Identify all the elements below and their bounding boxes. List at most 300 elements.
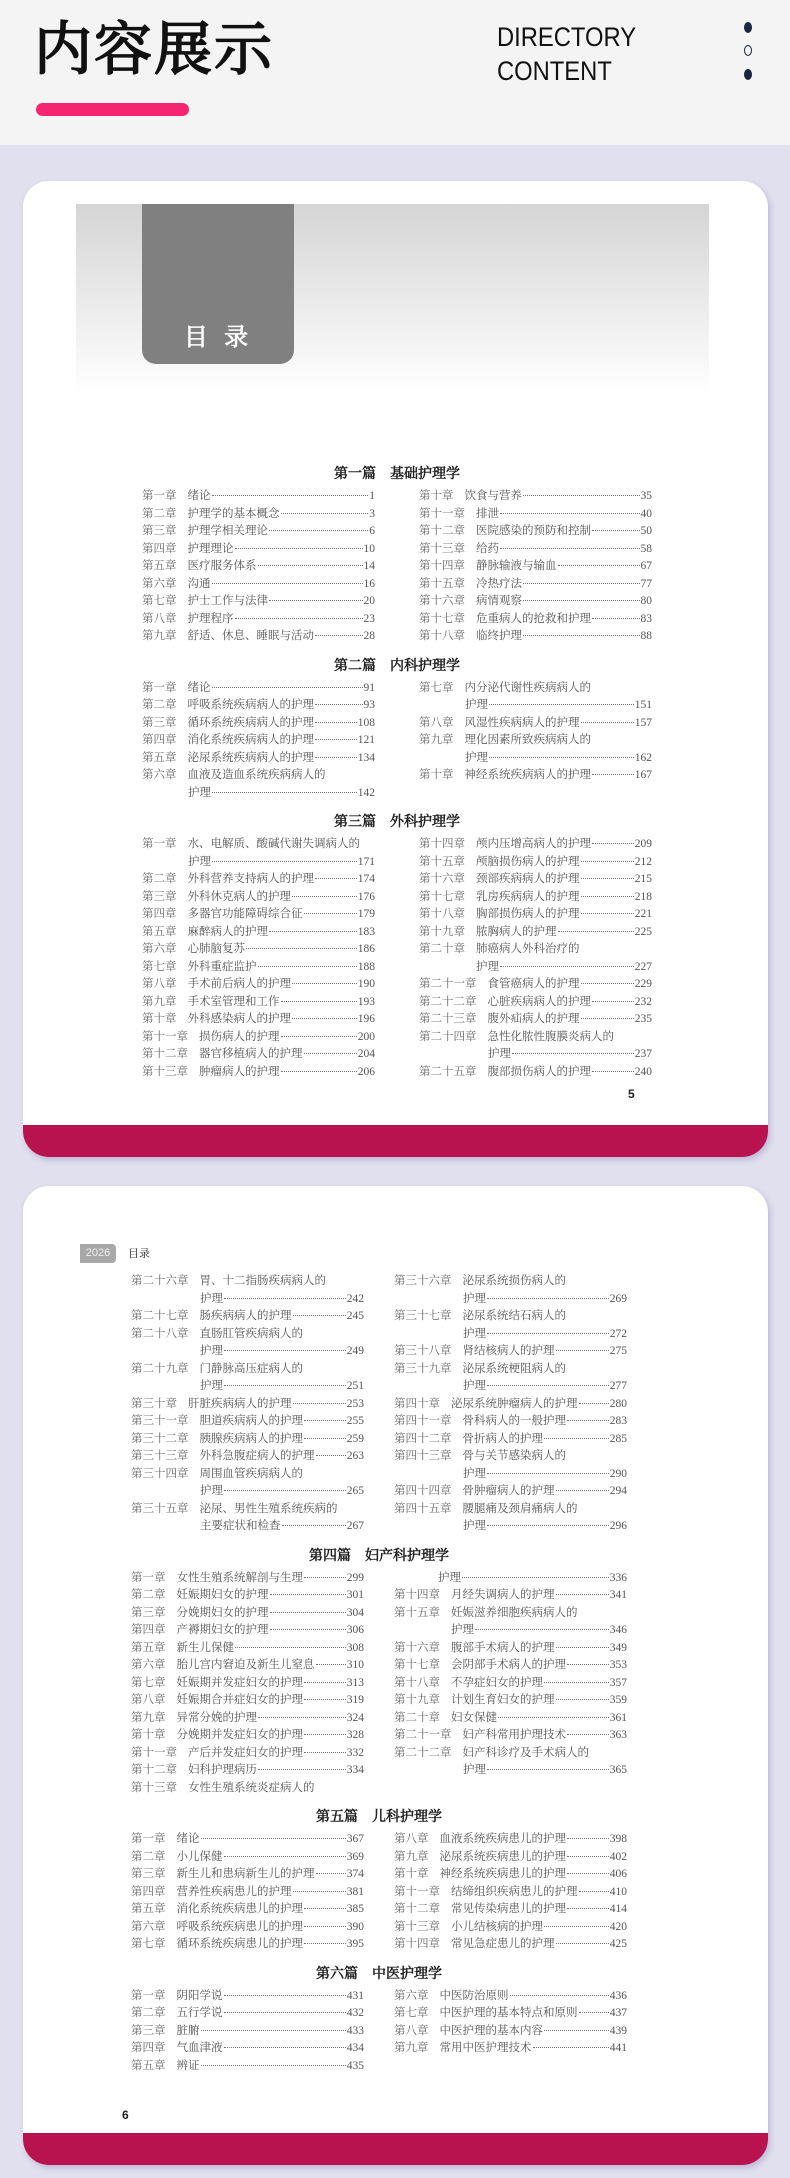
toc-entry[interactable]	[419, 836, 652, 854]
chapter-number: 第一章	[142, 838, 177, 850]
chapter-number: 第七章	[131, 1938, 166, 1950]
toc-entry[interactable]	[419, 611, 652, 629]
toc-entry[interactable]	[419, 488, 652, 506]
chapter-title: 胸部损伤病人的护理	[476, 908, 580, 920]
chapter-title: 妊娠滋养细胞疾病病人的	[451, 1606, 578, 1619]
toc-entry[interactable]	[142, 1029, 375, 1047]
toc-column-right	[394, 1831, 627, 1954]
chapter-title: 计划生育妇女的护理	[451, 1694, 555, 1706]
toc-entry[interactable]	[131, 1884, 364, 1902]
toc-entry[interactable]	[394, 1587, 627, 1605]
toc-entry[interactable]	[394, 1849, 627, 1867]
page-ref: 142	[357, 786, 375, 799]
toc-entry[interactable]	[394, 1710, 627, 1728]
toc-entry[interactable]	[142, 854, 375, 872]
chapter-title: 护理	[200, 1292, 223, 1305]
chapter-title: 消化系统疾病病人的护理	[187, 734, 314, 746]
page-ref: 157	[634, 716, 652, 729]
toc-entry[interactable]	[419, 1046, 652, 1064]
toc-entry[interactable]	[394, 1640, 627, 1658]
chapter-title: 护理学相关理论	[187, 525, 268, 537]
toc-entry[interactable]	[394, 1936, 627, 1954]
toc-entry[interactable]	[394, 1762, 627, 1780]
chapter-title: 妊娠期妇女的护理	[176, 1589, 269, 1601]
toc-entry[interactable]	[131, 2058, 364, 2076]
toc-entry[interactable]	[394, 1866, 627, 1884]
page-ref: 218	[634, 890, 652, 903]
toc-entry[interactable]	[394, 1518, 627, 1536]
chapter-title: 泌尿系统损伤病人的	[462, 1275, 566, 1287]
leader-dots	[556, 1699, 609, 1700]
chapter-number: 第四十二章	[394, 1432, 452, 1445]
toc-entry[interactable]	[131, 1780, 364, 1798]
chapter-title: 中医护理的基本内容	[439, 2024, 543, 2037]
chapter-title: 新生儿和患病新生儿的护理	[176, 1868, 315, 1880]
leader-dots	[224, 2012, 346, 2013]
chapter-title: 护理	[188, 855, 211, 868]
toc-entry[interactable]	[419, 924, 652, 942]
page-ref: 301	[346, 1589, 364, 1601]
chapter-title: 泌尿系统结石病人的	[462, 1310, 566, 1322]
page-header	[0, 0, 790, 145]
leader-dots	[304, 1734, 346, 1735]
toc-entry[interactable]	[394, 1884, 627, 1902]
toc-entry[interactable]	[131, 1466, 364, 1484]
toc-entry[interactable]	[131, 1640, 364, 1658]
toc-list	[142, 462, 652, 1089]
page-ref: 28	[363, 630, 375, 642]
toc-entry[interactable]	[131, 1831, 364, 1849]
chapter-number: 第十一章	[419, 507, 465, 520]
toc-entry[interactable]	[394, 1831, 627, 1849]
toc-entry[interactable]	[419, 750, 652, 768]
toc-entry[interactable]	[394, 1605, 627, 1623]
toc-entry[interactable]	[419, 941, 652, 959]
page-ref: 242	[346, 1292, 364, 1305]
toc-entry[interactable]	[394, 1483, 627, 1501]
chapter-title: 护理	[200, 1345, 223, 1357]
chapter-title: 结缔组织疾病患儿的护理	[451, 1885, 578, 1898]
chapter-title: 冷热疗法	[476, 577, 522, 590]
chapter-title: 女性生殖系统炎症病人的	[188, 1781, 315, 1794]
chapter-title: 呼吸系统疾病病人的护理	[187, 699, 314, 711]
toc-entry[interactable]	[394, 1448, 627, 1466]
toc-entry[interactable]	[142, 906, 375, 924]
leader-dots	[567, 1908, 609, 1909]
toc-column-right	[419, 836, 652, 1081]
toc-entry[interactable]	[394, 1413, 627, 1431]
toc-columns	[142, 836, 652, 1081]
toc-entry[interactable]	[142, 1011, 375, 1029]
chapter-number: 第二章	[142, 699, 177, 711]
toc-entry[interactable]	[131, 1343, 364, 1361]
toc-entry[interactable]	[142, 541, 375, 559]
toc-entry[interactable]	[419, 680, 652, 698]
chapter-title: 危重病人的抢救和护理	[476, 612, 591, 625]
chapter-title: 新生儿保健	[176, 1641, 234, 1654]
chapter-title: 异常分娩的护理	[176, 1711, 257, 1724]
page-ref: 296	[609, 1520, 627, 1532]
chapter-title: 气血津液	[176, 2042, 223, 2054]
toc-entry[interactable]	[131, 1657, 364, 1675]
leader-dots	[212, 861, 357, 862]
chapter-number: 第十三章	[394, 1920, 440, 1933]
leader-dots	[558, 565, 640, 566]
toc-entry[interactable]	[142, 506, 375, 524]
toc-entry[interactable]	[419, 593, 652, 611]
toc-entry[interactable]	[394, 1308, 627, 1326]
chapter-title: 颅脑损伤病人的护理	[476, 855, 580, 868]
chapter-number: 第十二章	[394, 1903, 440, 1915]
leader-dots	[292, 983, 357, 984]
toc-entry[interactable]	[394, 1273, 627, 1291]
chapter-title: 食管癌病人的护理	[487, 978, 580, 990]
leader-dots	[304, 1752, 346, 1753]
chapter-title: 护理学的基本概念	[187, 507, 280, 520]
leader-dots	[581, 878, 634, 879]
toc-entry[interactable]	[131, 1483, 364, 1501]
chapter-title: 分娩期妇女的护理	[176, 1606, 269, 1619]
toc-entry[interactable]	[142, 732, 375, 750]
chapter-title: 骨肿瘤病人的护理	[462, 1485, 555, 1497]
leader-dots	[258, 966, 357, 967]
toc-entry[interactable]	[142, 611, 375, 629]
toc-entry[interactable]	[394, 1745, 627, 1763]
leader-dots	[579, 2012, 609, 2013]
toc-entry[interactable]	[131, 1431, 364, 1449]
leader-dots	[567, 1420, 609, 1421]
toc-column-left	[131, 1988, 364, 2076]
toc-entry[interactable]	[131, 1570, 364, 1588]
page-ref: 225	[634, 925, 652, 938]
chapter-number: 第二十二章	[419, 995, 477, 1008]
toc-entry[interactable]	[131, 1291, 364, 1309]
chapter-number: 第十九章	[394, 1694, 440, 1706]
page-ref: 324	[346, 1711, 364, 1724]
toc-entry[interactable]	[142, 715, 375, 733]
toc-entry[interactable]	[131, 1501, 364, 1519]
chapter-number: 第七章	[419, 681, 454, 694]
toc-entry[interactable]	[419, 541, 652, 559]
toc-entry[interactable]	[131, 1919, 364, 1937]
toc-entry[interactable]	[394, 1326, 627, 1344]
toc-entry[interactable]	[131, 1448, 364, 1466]
chapter-number: 第二十二章	[394, 1746, 452, 1759]
leader-dots	[489, 757, 634, 758]
toc-entry[interactable]	[131, 1273, 364, 1291]
chapter-number: 第二章	[142, 507, 177, 520]
chapter-title: 分娩期并发症妇女的护理	[176, 1729, 303, 1741]
chapter-number: 第十六章	[394, 1641, 440, 1654]
toc-entry[interactable]	[142, 697, 375, 715]
chapter-number: 第六章	[142, 943, 177, 955]
page-ref: 263	[346, 1450, 364, 1462]
chapter-title: 护理	[463, 1380, 486, 1392]
toc-entry[interactable]	[394, 1466, 627, 1484]
toc-entry[interactable]	[142, 767, 375, 785]
toc-entry[interactable]	[394, 1727, 627, 1745]
toc-entry[interactable]	[142, 558, 375, 576]
chapter-title: 心脏疾病病人的护理	[487, 995, 591, 1008]
toc-entry[interactable]	[142, 871, 375, 889]
toc-entry[interactable]	[131, 1866, 364, 1884]
toc-entry[interactable]	[131, 1936, 364, 1954]
chapter-number: 第七章	[131, 1676, 166, 1689]
page-ref: 186	[357, 943, 375, 955]
leader-dots	[315, 722, 357, 723]
chapter-number: 第十八章	[419, 630, 465, 642]
toc-entry[interactable]	[394, 1919, 627, 1937]
toc-entry[interactable]	[419, 506, 652, 524]
toc-entry[interactable]	[394, 2005, 627, 2023]
chapter-title: 中医防治原则	[439, 1989, 509, 2002]
toc-entry[interactable]	[142, 941, 375, 959]
chapter-number: 第十章	[131, 1729, 166, 1741]
toc-entry[interactable]	[131, 1762, 364, 1780]
leader-dots	[258, 565, 363, 566]
chapter-title: 护理	[451, 1624, 474, 1636]
page-ref: 410	[609, 1885, 627, 1898]
chapter-number: 第七章	[142, 960, 177, 973]
chapter-number: 第六章	[131, 1920, 166, 1933]
toc-entry[interactable]	[419, 767, 652, 785]
toc-entry[interactable]	[131, 1710, 364, 1728]
leader-dots	[270, 1612, 346, 1613]
toc-entry[interactable]	[419, 1011, 652, 1029]
leader-dots	[581, 983, 634, 984]
toc-entry[interactable]	[419, 871, 652, 889]
toc-entry[interactable]	[142, 750, 375, 768]
toc-entry[interactable]	[131, 1326, 364, 1344]
toc-entry[interactable]	[131, 1988, 364, 2006]
toc-entry[interactable]	[131, 2023, 364, 2041]
toc-entry[interactable]	[419, 558, 652, 576]
chapter-number: 第三十八章	[394, 1345, 452, 1357]
toc-entry[interactable]	[419, 976, 652, 994]
toc-entry[interactable]	[131, 1901, 364, 1919]
chapter-title: 腹部损伤病人的护理	[487, 1065, 591, 1078]
page-ref: 435	[346, 2059, 364, 2072]
chapter-title: 中医护理的基本特点和原则	[439, 2007, 578, 2019]
toc-entry[interactable]	[419, 906, 652, 924]
toc-entry[interactable]	[131, 1849, 364, 1867]
toc-entry[interactable]	[419, 697, 652, 715]
leader-dots	[224, 1298, 346, 1299]
chapter-number: 第六章	[394, 1989, 429, 2002]
page-ref: 361	[609, 1711, 627, 1724]
chapter-number: 第十九章	[419, 925, 465, 938]
toc-entry[interactable]	[142, 889, 375, 907]
chapter-title: 泌尿系统疾病患儿的护理	[439, 1850, 566, 1863]
chapter-title: 给药	[476, 542, 499, 555]
toc-entry[interactable]	[142, 680, 375, 698]
toc-entry[interactable]	[419, 715, 652, 733]
chapter-title: 手术室管理和工作	[187, 995, 280, 1008]
chapter-title: 护士工作与法律	[187, 595, 268, 607]
toc-entry[interactable]	[394, 2023, 627, 2041]
leader-dots	[316, 1664, 346, 1665]
leader-dots	[293, 1891, 346, 1892]
chapter-title: 肝脏疾病病人的护理	[188, 1397, 292, 1410]
chapter-number: 第九章	[394, 2042, 429, 2054]
page-ref: 229	[634, 978, 652, 990]
chapter-number: 第一章	[142, 681, 177, 694]
toc-list	[131, 1273, 627, 2083]
toc-entry[interactable]	[142, 836, 375, 854]
chapter-number: 第九章	[142, 630, 177, 642]
section-heading: 第六篇 中医护理学	[316, 1966, 442, 1982]
toc-entry[interactable]	[394, 1988, 627, 2006]
toc-entry[interactable]	[131, 1605, 364, 1623]
chapter-number: 第三十四章	[131, 1467, 189, 1480]
leader-dots	[579, 1891, 609, 1892]
toc-entry[interactable]	[394, 1622, 627, 1640]
toc-entry[interactable]	[394, 1343, 627, 1361]
toc-entry[interactable]	[142, 488, 375, 506]
page-ref: 10	[363, 542, 375, 555]
leader-dots	[487, 1333, 609, 1334]
chapter-number: 第二十七章	[131, 1310, 189, 1322]
toc-entry[interactable]	[142, 1064, 375, 1082]
leader-dots	[567, 1856, 609, 1857]
toc-entry[interactable]	[142, 1046, 375, 1064]
chapter-number: 第二十一章	[394, 1729, 452, 1741]
chapter-number: 第一章	[131, 1833, 166, 1845]
section-heading: 第二篇 内科护理学	[334, 658, 460, 674]
toc-entry[interactable]	[131, 1622, 364, 1640]
page-ref: 381	[346, 1885, 364, 1898]
toc-entry[interactable]	[131, 2005, 364, 2023]
page-ref: 58	[640, 542, 652, 555]
leader-dots	[510, 1995, 609, 1996]
toc-entry[interactable]	[131, 1692, 364, 1710]
toc-entry[interactable]	[142, 959, 375, 977]
chapter-number: 第二十四章	[419, 1030, 477, 1043]
chapter-number: 第三章	[142, 525, 177, 537]
chapter-title: 泌尿、男性生殖系统疾病的	[199, 1502, 338, 1515]
chapter-number: 第十章	[419, 769, 454, 781]
leader-dots	[212, 495, 369, 496]
toc-entry[interactable]	[131, 1518, 364, 1536]
toc-entry[interactable]	[131, 1587, 364, 1605]
chapter-number: 第十一章	[142, 1030, 188, 1043]
toc-entry[interactable]	[131, 1745, 364, 1763]
toc-entry[interactable]	[142, 523, 375, 541]
leader-dots	[315, 757, 357, 758]
toc-entry[interactable]	[142, 976, 375, 994]
page-ref: 308	[346, 1641, 364, 1654]
leader-dots	[258, 1769, 346, 1770]
toc-entry[interactable]	[419, 889, 652, 907]
chapter-title: 护理	[438, 1571, 461, 1584]
toc-entry[interactable]	[419, 523, 652, 541]
chapter-number: 第五章	[142, 560, 177, 572]
toc-entry[interactable]	[419, 959, 652, 977]
toc-entry[interactable]	[131, 1361, 364, 1379]
page-ref: 265	[346, 1485, 364, 1497]
toc-entry[interactable]	[419, 732, 652, 750]
leader-dots	[224, 1385, 346, 1386]
toc-entry[interactable]	[419, 854, 652, 872]
toc-entry[interactable]	[142, 785, 375, 803]
page-ref: 245	[346, 1310, 364, 1322]
page-ref: 431	[346, 1989, 364, 2002]
page-ref: 77	[640, 577, 652, 590]
chapter-title: 女性生殖系统解剖与生理	[176, 1571, 303, 1584]
toc-entry[interactable]	[142, 593, 375, 611]
chapter-title: 小儿结核病的护理	[451, 1920, 543, 1933]
toc-entry[interactable]	[131, 1727, 364, 1745]
chapter-number: 第二十五章	[419, 1065, 477, 1078]
toc-entry[interactable]	[394, 1675, 627, 1693]
toc-entry[interactable]	[419, 1064, 652, 1082]
toc-entry[interactable]	[419, 576, 652, 594]
leader-dots	[581, 896, 634, 897]
toc-entry[interactable]	[131, 1413, 364, 1431]
leader-dots	[304, 1053, 357, 1054]
leader-dots	[282, 1525, 346, 1526]
leader-dots	[270, 1594, 346, 1595]
toc-entry[interactable]	[419, 628, 652, 646]
toc-entry[interactable]	[142, 924, 375, 942]
page-ref: 280	[609, 1397, 627, 1410]
leader-dots	[581, 913, 634, 914]
card-bottom-band	[23, 1125, 768, 1157]
page-ref: 425	[609, 1938, 627, 1950]
chapter-title: 肿瘤病人的护理	[199, 1065, 280, 1078]
toc-entry[interactable]	[419, 1029, 652, 1047]
toc-entry[interactable]	[394, 1431, 627, 1449]
chapter-number: 第二章	[131, 1589, 166, 1601]
leader-dots	[269, 931, 357, 932]
toc-entry[interactable]	[394, 1570, 627, 1588]
chapter-number: 第十三章	[131, 1781, 177, 1794]
toc-entry[interactable]	[394, 1396, 627, 1414]
toc-entry[interactable]	[419, 994, 652, 1012]
leader-dots	[567, 1734, 609, 1735]
chapter-title: 护理	[465, 699, 488, 711]
toc-entry[interactable]	[394, 2040, 627, 2058]
toc-entry[interactable]	[394, 1291, 627, 1309]
chapter-number: 第九章	[419, 734, 454, 746]
toc-entry[interactable]	[131, 1308, 364, 1326]
toc-entry[interactable]	[394, 1361, 627, 1379]
toc-entry[interactable]	[131, 1378, 364, 1396]
toc-entry[interactable]	[394, 1378, 627, 1396]
leader-dots	[224, 1490, 346, 1491]
chapter-number: 第十二章	[142, 1048, 188, 1060]
chapter-number: 第五章	[142, 925, 177, 938]
chapter-number: 第九章	[142, 995, 177, 1008]
page-ref: 441	[609, 2042, 627, 2054]
toc-entry[interactable]	[394, 1692, 627, 1710]
toc-entry[interactable]	[142, 994, 375, 1012]
toc-entry[interactable]	[394, 1501, 627, 1519]
toc-entry[interactable]	[142, 628, 375, 646]
chapter-title: 妊娠期合并症妇女的护理	[176, 1694, 303, 1706]
chapter-title: 护理	[200, 1485, 223, 1497]
toc-entry[interactable]	[394, 1901, 627, 1919]
chapter-title: 风湿性疾病病人的护理	[464, 716, 580, 729]
toc-entry[interactable]	[394, 1657, 627, 1675]
toc-entry[interactable]	[142, 576, 375, 594]
page-ref: 209	[634, 838, 652, 850]
toc-entry[interactable]	[131, 1675, 364, 1693]
leader-dots	[558, 931, 634, 932]
toc-entry[interactable]	[131, 2040, 364, 2058]
chapter-title: 泌尿系统疾病病人的护理	[187, 751, 314, 764]
toc-entry[interactable]	[131, 1396, 364, 1414]
